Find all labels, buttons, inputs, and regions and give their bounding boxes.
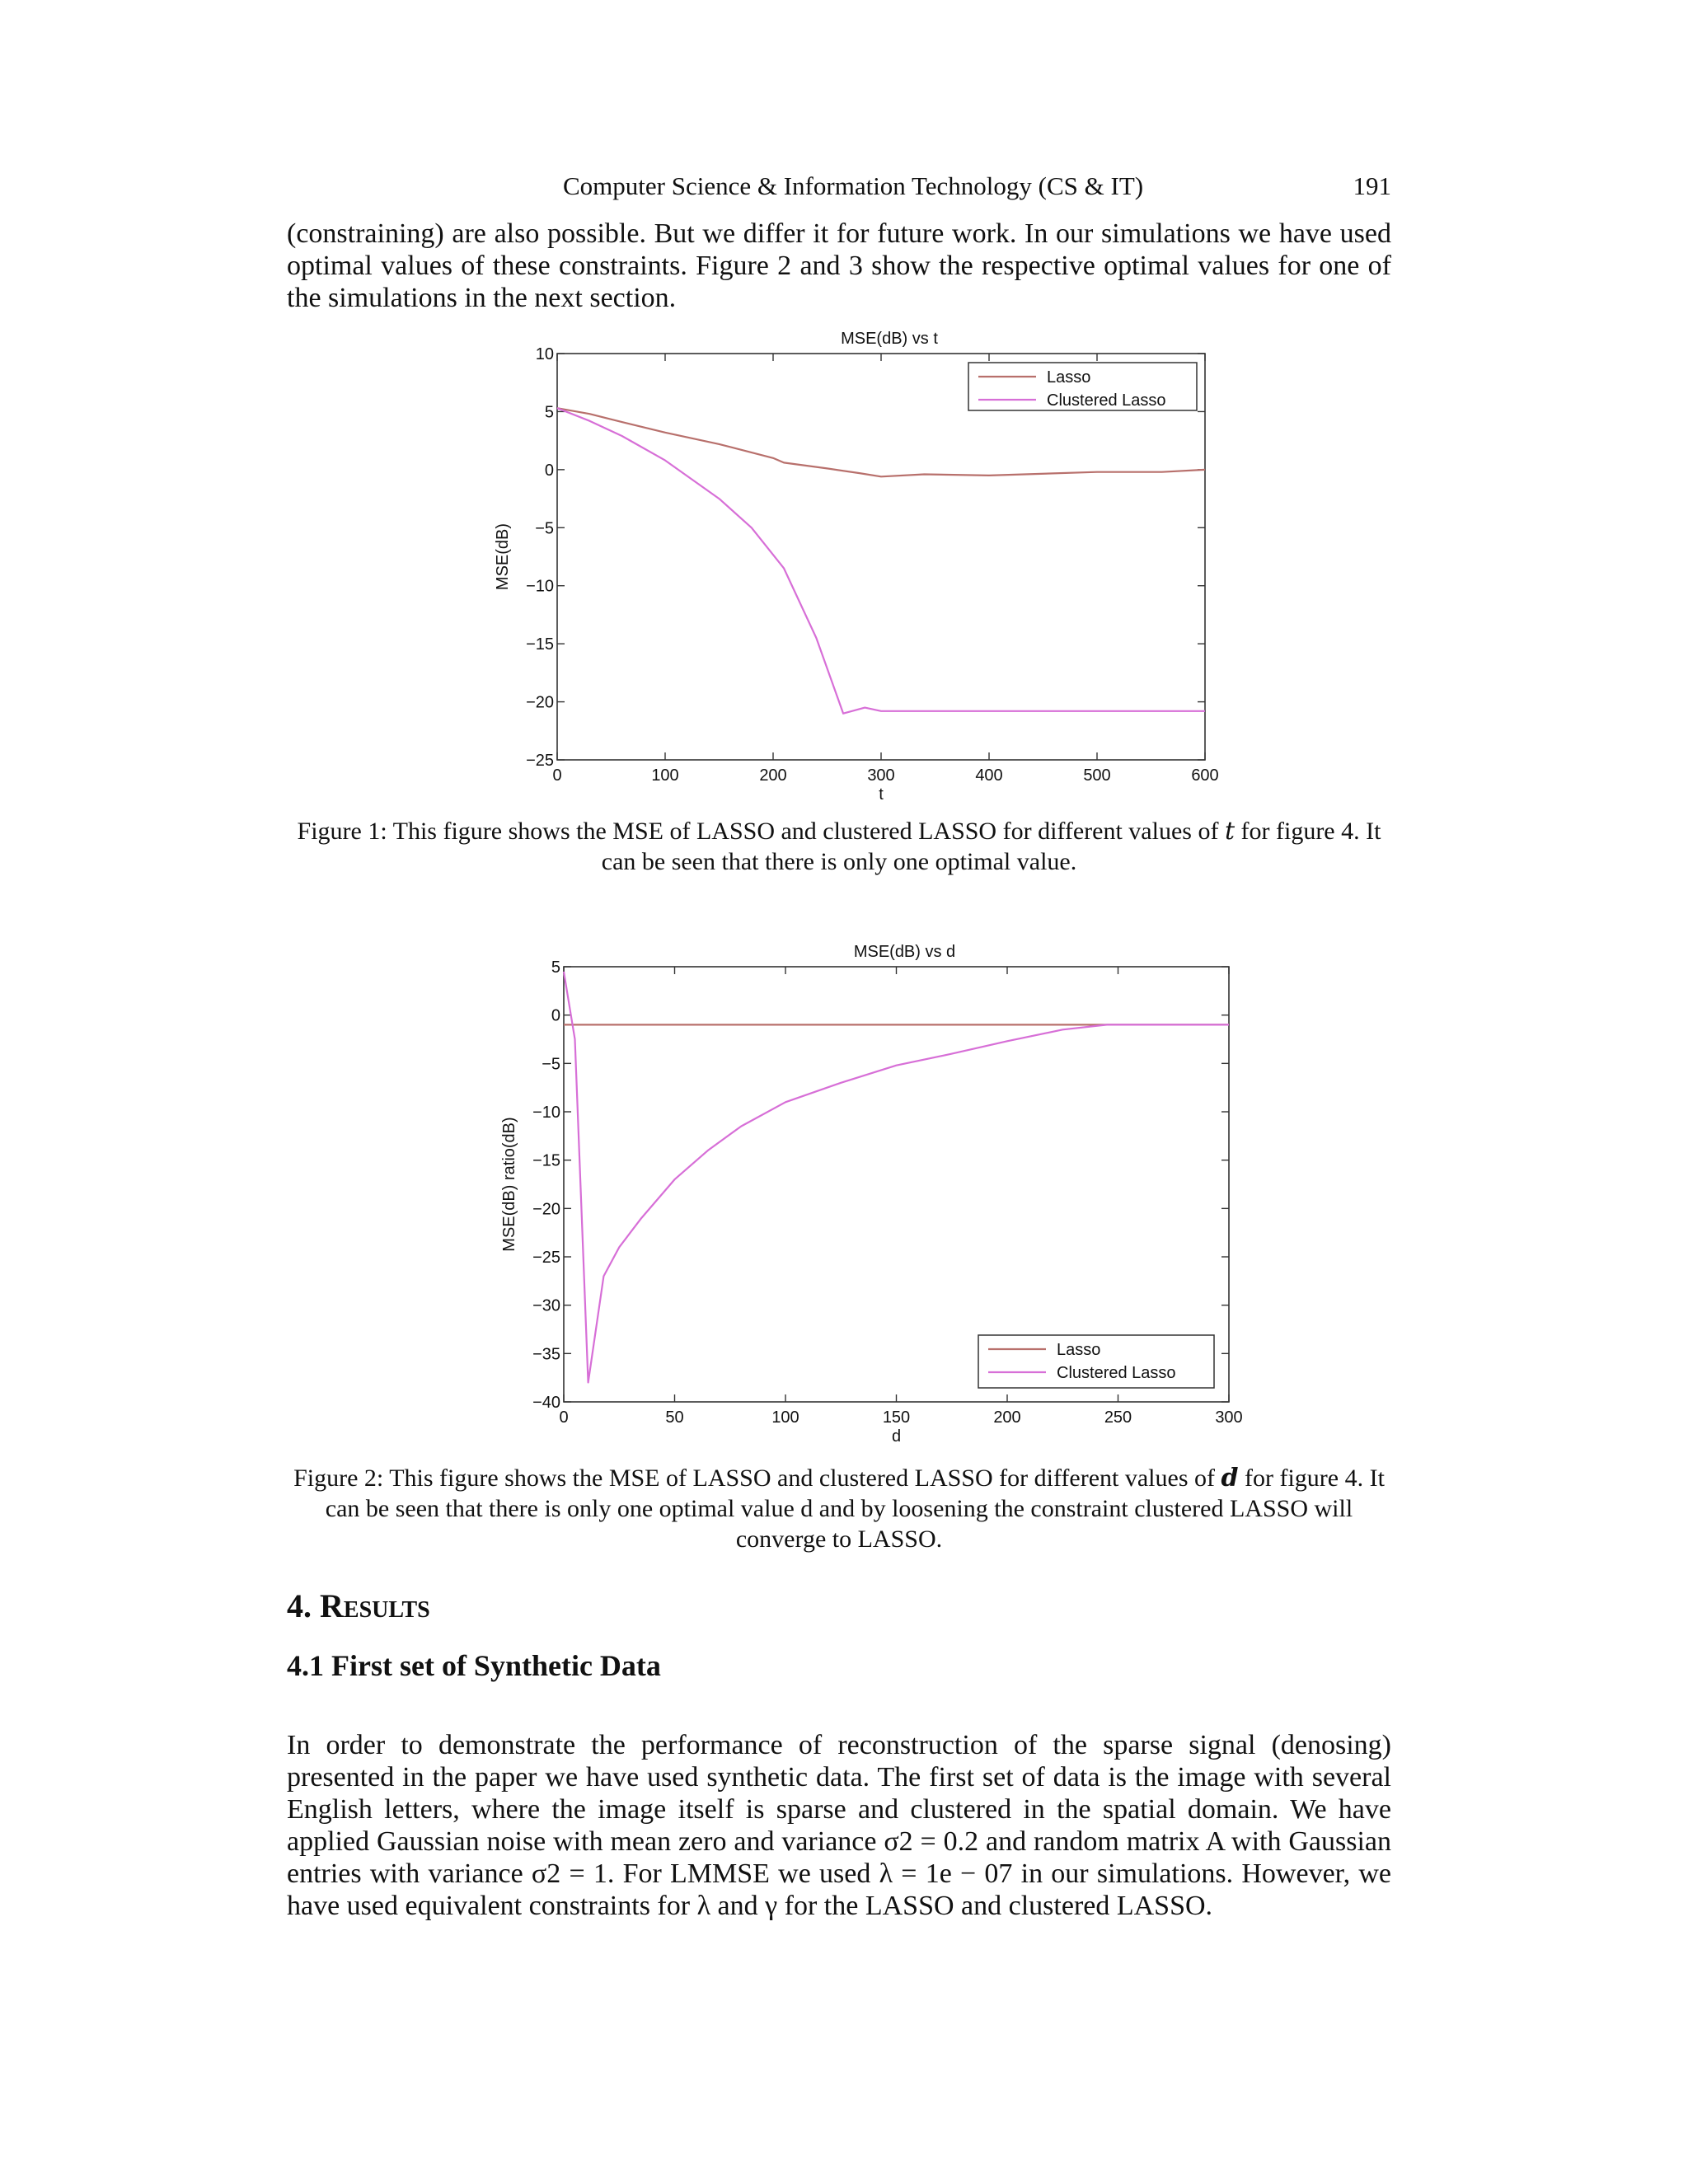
chart1-x-tick-label: 300 (867, 766, 895, 785)
chart1-x-tick-label: 0 (552, 766, 562, 785)
chart1-legend-label: Clustered Lasso (1047, 391, 1166, 410)
chart2-title: MSE(dB) vs d (853, 943, 956, 961)
section-title-rest: esults (343, 1587, 430, 1624)
section-heading (287, 1586, 430, 1625)
chart2-x-tick-label: 150 (882, 1408, 911, 1427)
chart1-y-axis-label: MSE(dB) (494, 523, 512, 591)
chart1-x-tick-label: 500 (1083, 766, 1111, 785)
chart2-x-tick-label: 250 (1104, 1408, 1132, 1427)
page-number: 191 (1353, 171, 1391, 200)
chart1-y-tick-label: −10 (526, 577, 554, 596)
figure2-caption-symbol: d (1221, 1464, 1239, 1493)
chart2-y-tick-label: −5 (542, 1055, 560, 1074)
chart1-title: MSE(dB) vs t (841, 330, 938, 348)
section-initial: R (320, 1587, 344, 1624)
chart2-y-tick-label: −30 (532, 1296, 560, 1315)
chart1-x-tick-label: 200 (759, 766, 787, 785)
chart2-y-tick-label: −35 (532, 1345, 560, 1364)
figure1-caption-after: for figure 4. It can be seen that there is only one optimal value. (601, 818, 1381, 875)
chart2-y-tick-label: −25 (532, 1249, 560, 1267)
chart1-y-tick-label: −20 (526, 693, 554, 712)
chart1-y-tick-label: −5 (535, 519, 554, 538)
chart2-x-tick-label: 0 (559, 1408, 569, 1427)
figure2-caption-after: for figure 4. It can be seen that there is only one optimal value d and by loosening the constraint clustered LASSO will converge to LASSO. (325, 1465, 1385, 1553)
chart1-x-tick-label: 100 (651, 766, 679, 785)
chart1-y-tick-label: 5 (544, 403, 554, 422)
chart2-legend-label: Lasso (1057, 1341, 1101, 1359)
chart2-legend-label: Clustered Lasso (1057, 1364, 1176, 1382)
chart1-x-tick-label: 600 (1191, 766, 1219, 785)
chart1-y-tick-label: −15 (526, 635, 554, 654)
chart2-y-tick-label: −20 (532, 1200, 560, 1219)
chart2-y-tick-label: −10 (532, 1104, 560, 1122)
intro-paragraph: (constraining) are also possible. But we differ it for future work. In our simulations we have used optimal values of these constraints. Figure 2 and 3 show the respective optimal values for one of the simulations in the next section. (287, 218, 1391, 313)
chart2-x-axis-label: d (891, 1427, 902, 1446)
figure1-caption-symbol: t (1224, 817, 1236, 846)
chart1-y-tick-label: 0 (544, 461, 554, 480)
chart2-y-tick-label: 0 (551, 1006, 560, 1025)
chart1-x-tick-label: 400 (975, 766, 1003, 785)
chart1-y-tick-label: −25 (526, 752, 554, 770)
figure2-caption-before: Figure 2: This figure shows the MSE of LASSO and clustered LASSO for different values of (293, 1465, 1221, 1492)
section-number: 4. (287, 1587, 320, 1624)
chart2-x-tick-label: 300 (1215, 1408, 1243, 1427)
chart1-x-axis-label: t (879, 785, 884, 804)
chart2-y-tick-label: −15 (532, 1151, 560, 1170)
figure1-caption-before: Figure 1: This figure shows the MSE of LASSO and clustered LASSO for different values of (297, 818, 1225, 845)
chart2-x-tick-label: 200 (993, 1408, 1021, 1427)
subsection-heading: 4.1 First set of Synthetic Data (287, 1649, 661, 1682)
chart2-x-tick-label: 50 (665, 1408, 684, 1427)
journal-name: Computer Science & Information Technology (CS & IT) (563, 171, 1144, 200)
chart1-y-tick-label: 10 (535, 345, 554, 363)
chart2-y-tick-label: 5 (551, 958, 560, 977)
chart2-y-tick-label: −40 (532, 1394, 560, 1412)
figure2-caption (287, 1463, 1391, 1554)
chart2-x-tick-label: 100 (771, 1408, 799, 1427)
chart1-legend-label: Lasso (1047, 368, 1091, 387)
chart2-y-axis-label: MSE(dB) ratio(dB) (500, 1117, 518, 1252)
results-paragraph: In order to demonstrate the performance of reconstruction of the sparse signal (denosing) presented in the paper we have used synthetic data. The first set of data is the image with several English letters, where the image itself is sparse and clustered in the spatial domain. We have applied Gaussian noise with mean zero and variance σ2 = 0.2 and random matrix A with Gaussian entries with variance σ2 = 1. For LMMSE we used λ = 1e − 07 in our simulations. However, we have used equivalent constraints for λ and γ for the LASSO and clustered LASSO. (287, 1730, 1391, 1921)
